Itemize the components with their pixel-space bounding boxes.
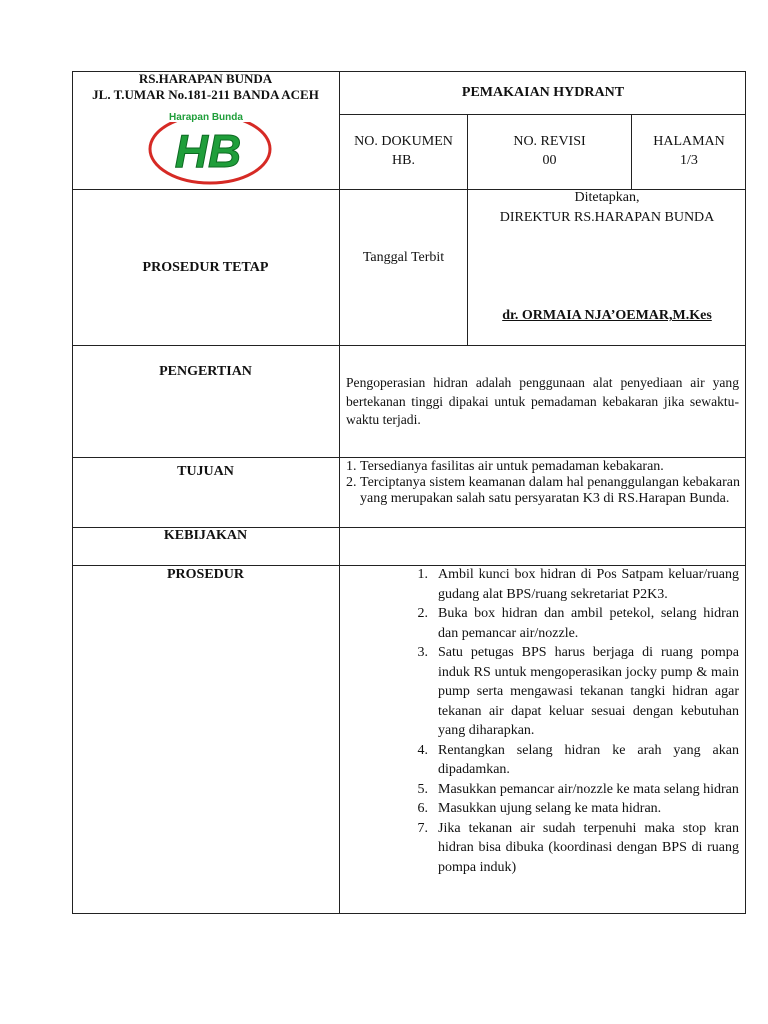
sop-document — [72, 71, 746, 914]
purpose-list — [340, 459, 740, 507]
procedure-step-number: 1. — [417, 567, 428, 582]
procedure-type-label: PROSEDUR TETAP — [142, 260, 269, 275]
header-title-divider — [339, 114, 746, 115]
procedure-step-text: Jika tekanan air sudah terpenuhi maka stop kran hidran bisa dibuka (koordinasi dengan BPS di ruang pompa induk) — [438, 820, 739, 875]
procedure-step-number: 5. — [417, 781, 428, 797]
procedure-step-text: Masukkan pemancar air/nozzle ke mata selang hidran — [438, 781, 739, 797]
definition-bottom-divider — [72, 457, 746, 458]
issue-date-label: Tanggal Terbit — [362, 250, 445, 265]
purpose-item-number: 1. — [346, 459, 357, 474]
approver-title: DIREKTUR RS.HARAPAN BUNDA — [499, 210, 715, 225]
procedure-step-number: 2. — [417, 606, 428, 621]
hospital-name: RS.HARAPAN BUNDA — [138, 71, 273, 86]
procedure-step — [406, 741, 739, 780]
procedure-step — [406, 799, 739, 819]
procedure-step-number: 6. — [417, 801, 428, 816]
procedure-label: PROSEDUR — [166, 567, 244, 582]
procedure-step-number: 4. — [417, 742, 428, 758]
procedure-step-number: 3. — [417, 645, 428, 660]
procedure-step-number: 7. — [417, 820, 428, 836]
policy-label: KEBIJAKAN — [163, 528, 248, 543]
procedure-step — [406, 643, 739, 741]
procedure-step-text: Buka box hidran dan ambil petekol, selang hidran dan pemancar air/nozzle. — [438, 606, 739, 641]
logo-letters: HB — [174, 125, 242, 177]
purpose-item — [340, 459, 740, 475]
doc-no-label: NO. DOKUMEN — [354, 134, 453, 149]
procedure-step-text: Ambil kunci box hidran di Pos Satpam keluar/ruang gudang alat BPS/ruang sekretariat P2K3. — [438, 567, 739, 602]
procedure-step — [406, 819, 739, 878]
definition-label: PENGERTIAN — [159, 364, 252, 379]
procedure-steps-list — [406, 565, 739, 877]
purpose-label: TUJUAN — [177, 464, 234, 479]
purpose-item — [340, 475, 740, 507]
doc-no-value: HB. — [392, 153, 415, 168]
procedure-step — [406, 565, 739, 604]
definition-text: Pengoperasian hidran adalah penggunaan alat penyediaan air yang bertekanan tinggi dipakai untuk pemadaman kebakaran jika sewaktu-waktu terjadi. — [346, 375, 739, 427]
procedure-step-text: Masukkan ujung selang ke mata hidran. — [438, 801, 662, 816]
hospital-address: JL. T.UMAR No.181-211 BANDA ACEH — [92, 87, 319, 102]
purpose-item-text: Tersedianya fasilitas air untuk pemadaman kebakaran. — [360, 459, 664, 474]
logo-tagline: Harapan Bunda — [169, 112, 243, 123]
hb-logo-graphic — [144, 105, 272, 189]
page-value: 1/3 — [680, 153, 698, 168]
approver-name: dr. ORMAIA NJA’OEMAR,M.Kes — [502, 308, 712, 323]
hospital-logo — [144, 105, 272, 189]
revision-label: NO. REVISI — [513, 134, 586, 149]
purpose-item-number: 2. — [346, 475, 357, 490]
procedure-step-text: Satu petugas BPS harus berjaga di ruang pompa induk RS untuk mengoperasikan jocky pump & main pump serta mengawasi tekanan tangki hidran agar tekanan air dapat keluar sesuai dengan kebutuhan yang diharapkan. — [438, 645, 739, 738]
procedure-bottom-divider — [72, 345, 746, 346]
document-title: PEMAKAIAN HYDRANT — [461, 85, 625, 100]
revision-value: 00 — [542, 153, 557, 168]
purpose-item-text: Terciptanya sistem keamanan dalam hal penanggulangan kebakaran yang merupakan salah satu persyaratan K3 di RS.Harapan Bunda. — [360, 475, 740, 506]
procedure-step-text: Rentangkan selang hidran ke arah yang akan dipadamkan. — [438, 742, 739, 777]
page-label: HALAMAN — [653, 134, 725, 149]
procedure-step — [406, 604, 739, 643]
procedure-step — [406, 780, 739, 800]
approved-label: Ditetapkan, — [574, 190, 640, 205]
